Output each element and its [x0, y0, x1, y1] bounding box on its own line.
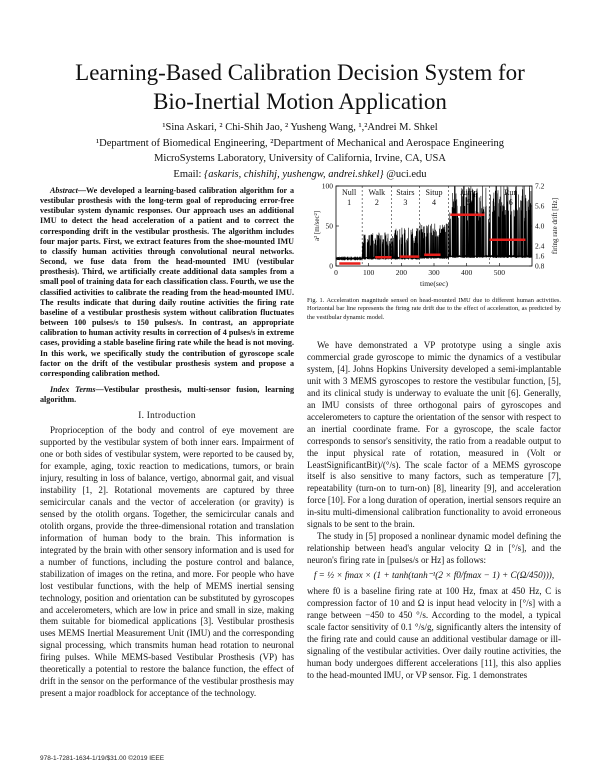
activity-label: Walk [368, 188, 386, 197]
activity-index: 1 [347, 198, 352, 207]
affiliation-lab: MicroSystems Laboratory, University of California, Irvine, CA, USA [154, 153, 446, 164]
activity-index: 4 [432, 198, 436, 207]
right-column [307, 340, 561, 682]
y2-tick-label: 2.4 [535, 241, 545, 251]
x-tick-label: 500 [493, 268, 505, 277]
x-tick-label: 200 [395, 268, 407, 277]
email-prefix: Email: [173, 168, 205, 180]
activity-label: Null [341, 188, 357, 197]
email-list: {askaris, chishihj, yushengw, andrei.shkel} [204, 168, 384, 180]
index-terms-text: —Vestibular prosthesis, multi-sensor fusion, learning algorithm. [40, 384, 294, 405]
model-parameters-paragraph: where f0 is a baseline firing rate at 100 Hz, fmax at 450 Hz, C is compression factor of 10 and Ω is input head velocity in [°/s] with a range between −450 to 450 °/s. According to the model, a typical scale factor sensitivity of 0.1 °/s/g, significantly alters the intensity of the firing rate and could cause an additional vestibular damage or ill-signaling of the vestibular activities. Over daily routine activities, the human body undergoes different accelerations [11], this also applies to the head-mounted IMU, or VP sensor. Fig. 1 demonstrates [307, 586, 561, 680]
abstract-label: Abstract [50, 186, 78, 195]
x-tick-label: 300 [428, 268, 440, 277]
activity-index: 6 [508, 198, 513, 207]
paper-title [20, 58, 580, 116]
figure-caption: Fig. 1. Acceleration magnitude sensed on head-mounted IMU due to different human activities. Horizontal bar line represents the firing rate drift due to the effect of acceleration, as predicted by the vestibular dynamic model. [307, 297, 561, 321]
activity-label: Situp [425, 188, 443, 197]
x-tick-label: 100 [363, 268, 375, 277]
affiliation-departments: ¹Department of Biomedical Engineering, ²Department of Mechanical and Aerospace Engineering [95, 137, 505, 149]
email-suffix: @uci.edu [383, 168, 427, 180]
y2-axis-label: firing rate drift [Hz] [551, 197, 559, 255]
author-block [20, 120, 580, 182]
y-tick-label: 100 [321, 181, 333, 191]
acceleration-chart [306, 180, 564, 292]
activity-label: Run [504, 188, 518, 197]
index-terms [40, 385, 294, 405]
dynamic-model-paragraph: The study in [5] proposed a nonlinear dynamic model defining the relationship between head's angular velocity Ω in [°/s], and the neuron's firing rate in [pulses/s or Hz] as follows: [307, 531, 561, 566]
y2-tick-label: 7.2 [535, 181, 545, 191]
activity-index: 5 [467, 198, 472, 207]
copyright-footer: 978-1-7281-1634-1/19/$31.00 ©2019 IEEE [40, 755, 165, 762]
activity-index: 3 [403, 198, 408, 207]
left-column [40, 186, 294, 700]
x-axis-label: time(sec) [420, 279, 448, 288]
activity-label: Stairs [396, 188, 415, 197]
y2-tick-label: 1.6 [535, 251, 545, 261]
index-terms-label: Index Terms [50, 384, 96, 394]
activity-index: 2 [374, 198, 379, 207]
title-line: Learning-Based Calibration Decision System for [75, 60, 525, 85]
y2-tick-label: 5.6 [535, 201, 545, 211]
abstract-text: —We developed a learning-based calibration algorithm for a vestibular prosthesis with the long-term goal of reproducing error-free vestibular system dynamic responses. Our approach uses an additional IMU to detect the head acceleration of a patient and to correct the corresponding drift in the vestibular prosthesis. The algorithm includes four major parts. First, we extract features from the shoe-mounted IMU to classify human activities through convolutional neural networks. Second, we fuse data from the head-mounted IMU (vestibular prosthesis). Third, we artificially create additional data samples from a small pool of training data for each classification class. Fourth, we use the classified activities to calibrate the reading from the head-mounted IMU. The results indicate that during daily routine activities the firing rate baseline of a vestibular prosthesis system without calibration fluctuates between 100 pulses/s to 150 pulses/s. In contrast, an appropriate calibration to human activity results in correction of 4 pulses/s in extreme cases, providing a stable baseline firing rate while the head is not moving. In this work, we specifically study the contribution of gyroscope scale factor on the drift of the vestibular prosthesis system and propose a corresponding calibration method. [40, 186, 294, 378]
introduction-paragraph: Proprioception of the body and control of eye movement are supported by the vestibular system of both inner ears. Impairment of one or both sides of vestibular system, were reported to be caused by, for example, aging, toxic reaction to medications, tumors, or brain injury, resulting in loss of balance, vertigo, abnormal gait, and visual instability [1, 2]. Rotational movements are captured by three semicircular canals and the vector of acceleration (or gravity) is sensed by the otolith organs. Together, the semicircular canals and otolith organs, provide the three-dimensional rotation and translation information of human body to the brain. This information is integrated by the brain with other sensory information and is used for a number of functions, including the posture control and balance, stabilization of images on the retina, and more. For people who have lost vestibular functions, with the help of MEMS inertial sensing technology, position and orientation can be substituted by gyroscopes and accelerometers, which are low in price and small in size, making them suitable for biomedical applications [3]. Vestibular prosthesis uses MEMS Inertial Measurement Unit (IMU) and the corresponding signal processing, which transmits human head rotation to neuronal firing pulses. While MEMS-based Vestibular Prosthesis (VP) has theoretically a potential to restore the balance function, the effect of drift in the sensor on the performance of the vestibular prosthesis may present a major roadblock for acceptance of the technology. [40, 425, 294, 699]
x-tick-label: 400 [461, 268, 473, 277]
x-tick-label: 0 [334, 268, 338, 277]
figure-1 [306, 180, 564, 292]
title-line: Bio-Inertial Motion Application [153, 89, 447, 114]
y2-tick-label: 0.8 [535, 261, 545, 271]
abstract [40, 186, 294, 379]
y-axis-label: a² [m/sec²] [313, 210, 321, 242]
author-names: ¹Sina Askari, ² Chi-Shih Jao, ² Yusheng Wang, ¹,²Andrei M. Shkel [162, 122, 438, 133]
activity-label: Jump [460, 188, 478, 197]
section-heading-introduction: I. Introduction [138, 410, 196, 421]
y-tick-label: 50 [325, 221, 333, 231]
vp-prototype-paragraph: We have demonstrated a VP prototype using a single axis commercial grade gyroscope to mimic the dynamics of a vestibular system, [4]. Johns Hopkins University developed a semi-implantable unit with 3 MEMS gyroscopes to restore the vestibular function, [5], and its clinical study is underway to evaluate the unit [6]. Generally, an IMU consists of three orthogonal pairs of gyroscopes and accelerometers to capture the orientation of the sensor with respect to an inertial coordinate frame. For a gyroscope, the scale factor corresponds to sensor's sensitivity, the ratio from a readable output to the input physical rate of rotation, measured in (Volt or LeastSignificantBit)/(°/s). The scale factor of a MEMS gyroscope itself is also sensitive to many factors, such as temperature [7], repeatability (turn-on to turn-on) [8], linearity [9], and acceleration force [10]. For a long duration of operation, inertial sensors require an in-situ multi-dimensional calibration functionality to avoid erroneous signals to be sent to the brain. [307, 340, 561, 530]
firing-rate-equation: f = ½ × fmax × (1 + tanh(tanh⁻¹(2 × f0/fmax − 1) + C(Ω/450))), [313, 570, 555, 581]
y-tick-label: 0 [329, 261, 333, 271]
y2-tick-label: 4.0 [535, 221, 545, 231]
